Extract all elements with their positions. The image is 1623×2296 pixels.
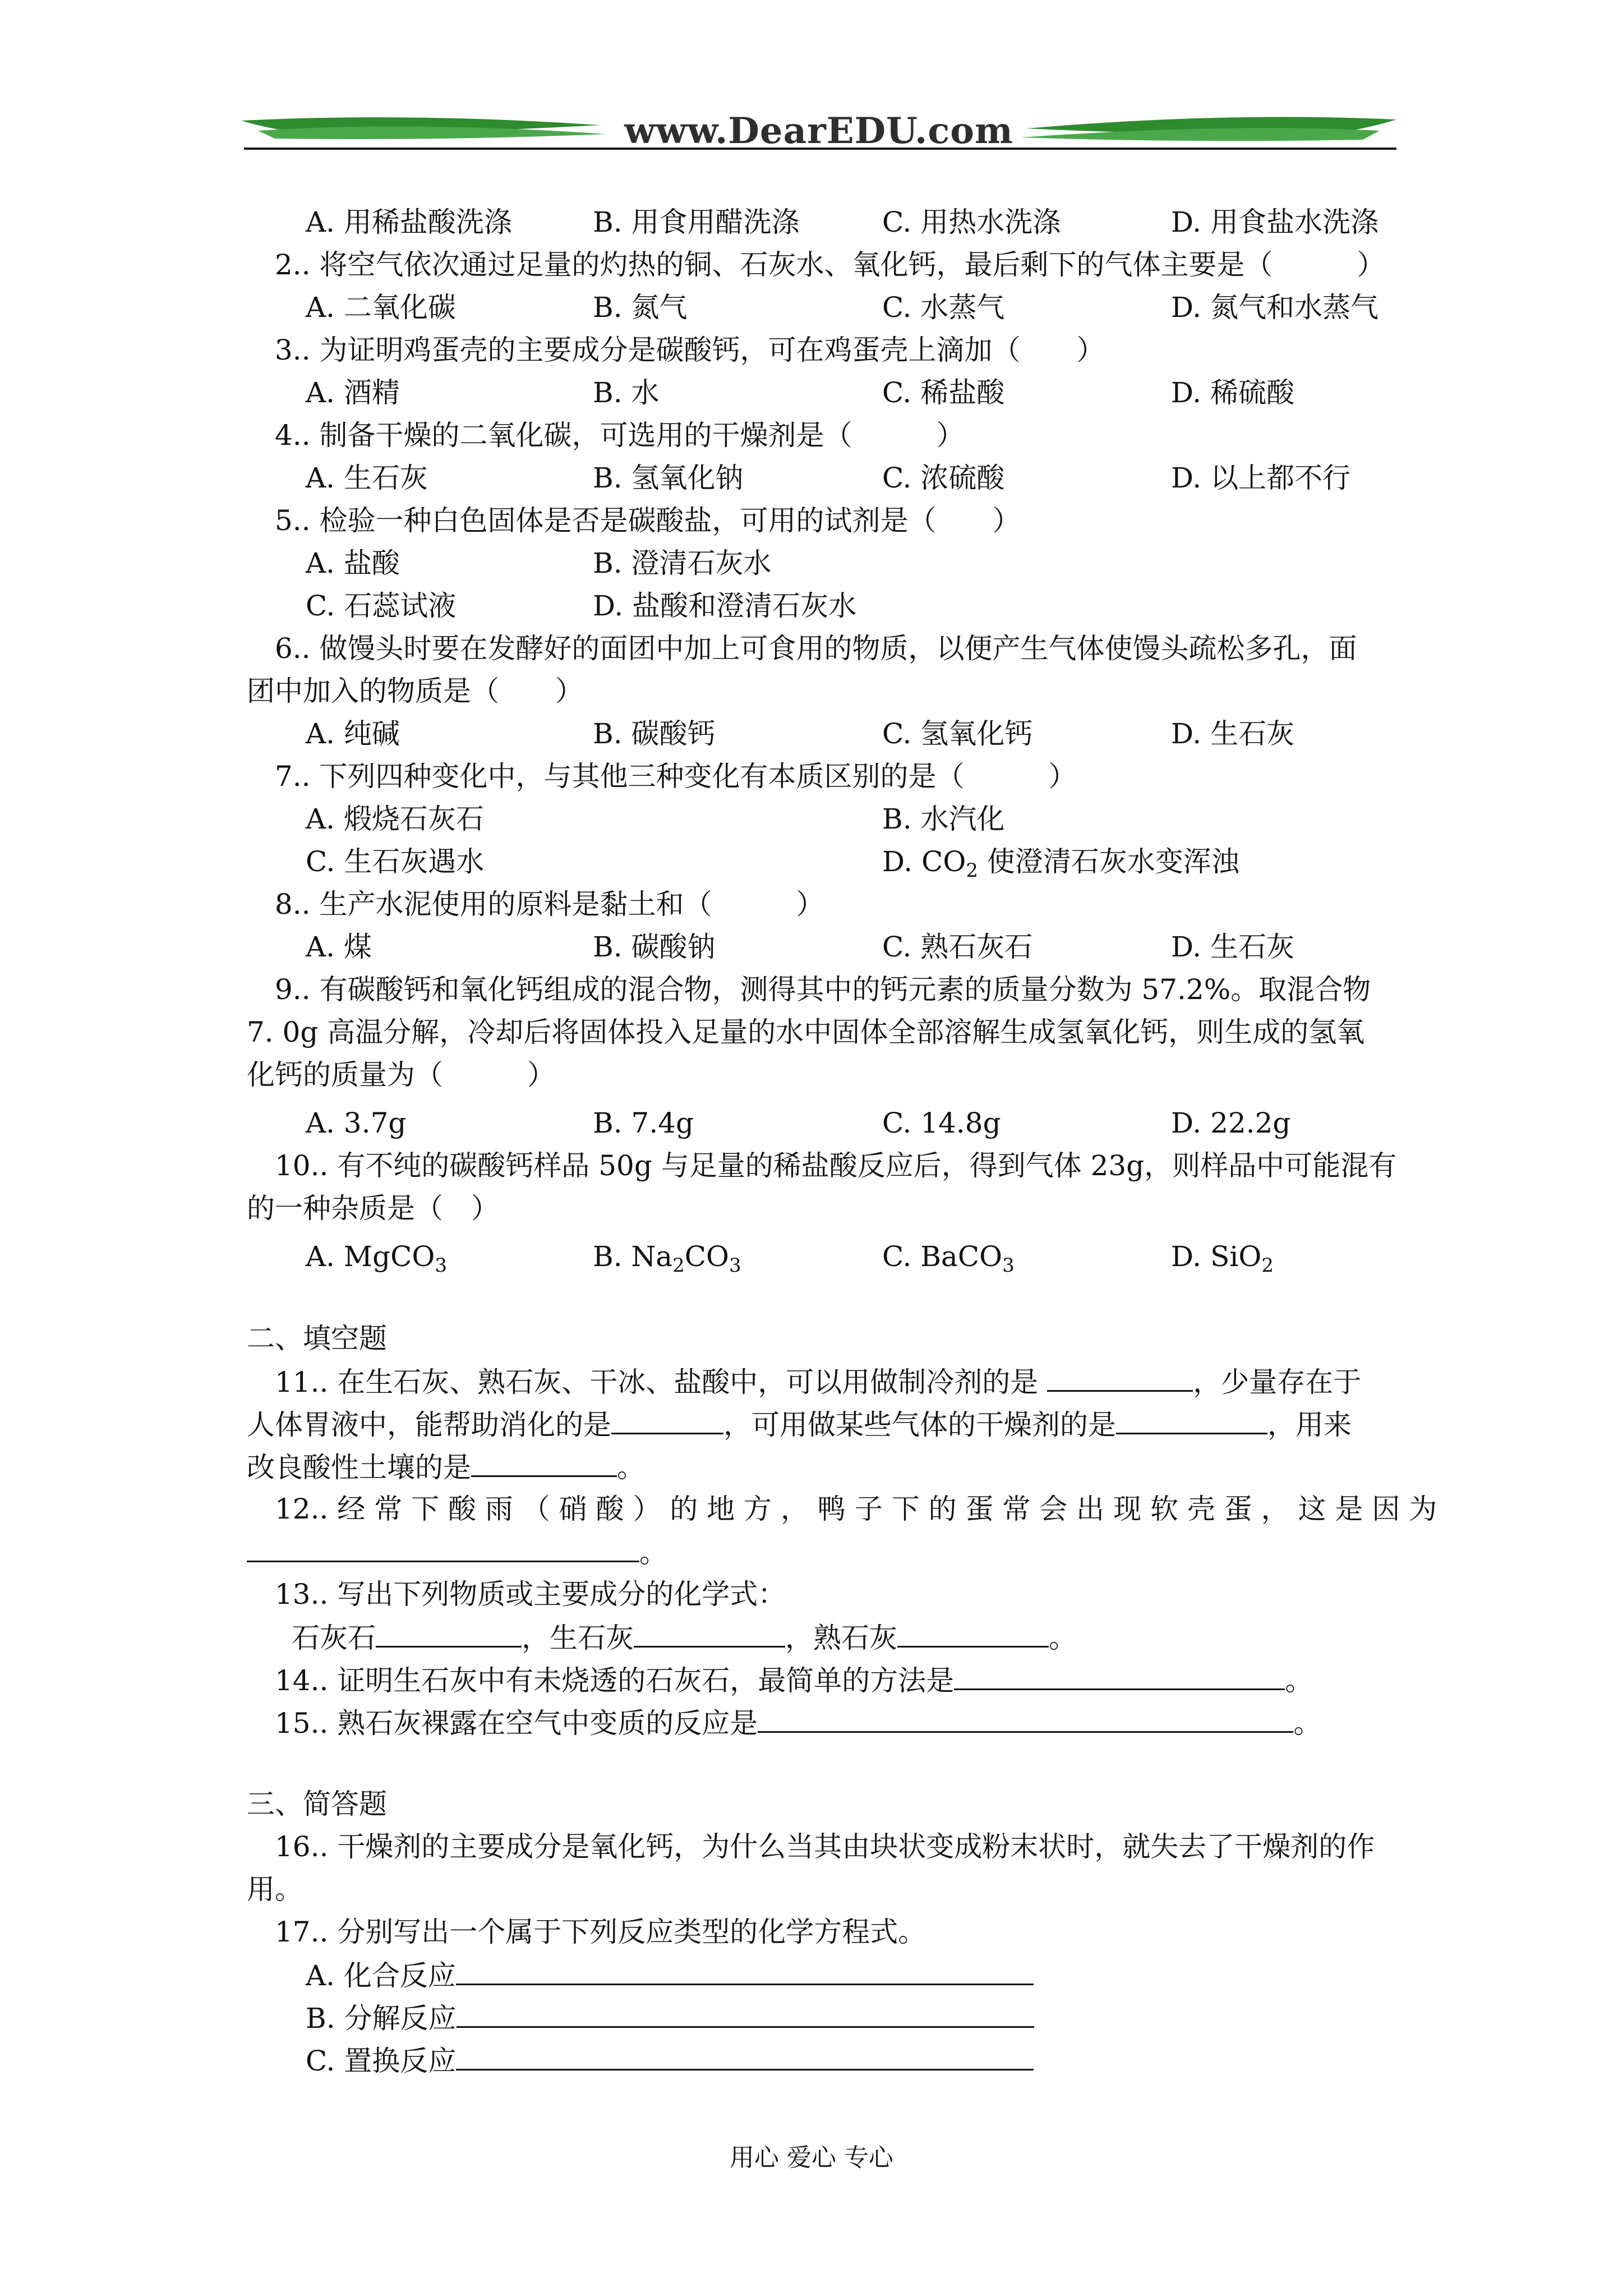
q4-option-d: D. 以上都不行 — [1171, 462, 1351, 494]
q5-stem: 5.. 检验一种白色固体是否是碳酸盐，可用的试剂是（ ） — [275, 504, 1021, 537]
q9-stem-line2: 7. 0g 高温分解，冷却后将固体投入足量的水中固体全部溶解生成氢氧化钙，则生成的氢氧 — [247, 1016, 1365, 1048]
q14-line: 14.. 证明生石灰中有未烧透的石灰石，最简单的方法是 。 — [275, 1658, 1313, 1701]
q16-stem-line2: 用。 — [247, 1873, 303, 1906]
q3-option-c: C. 稀盐酸 — [882, 376, 1005, 409]
q2-option-b: B. 氮气 — [593, 291, 688, 324]
q13-answers: 石灰石 ，生石灰 ，熟石灰 。 — [292, 1616, 1077, 1658]
q9-option-d: D. 22.2g — [1171, 1107, 1291, 1139]
q1-option-d: D. 用食盐水洗涤 — [1171, 206, 1379, 238]
page-footer: 用心 爱心 专心 — [730, 2143, 893, 2172]
header-divider — [244, 148, 1396, 150]
q17-blank-c[interactable] — [456, 2039, 1034, 2070]
q2-stem: 2.. 将空气依次通过足量的灼热的铜、石灰水、氧化钙，最后剩下的气体主要是（ ） — [275, 249, 1385, 281]
q8-stem: 8.. 生产水泥使用的原料是黏土和（ ） — [275, 888, 824, 921]
q10-stem-line1: 10.. 有不纯的碳酸钙样品 50g 与足量的稀盐酸反应后，得到气体 23g，则样品中可能混有 — [275, 1149, 1397, 1182]
section-fill-in-heading: 二、填空题 — [247, 1322, 387, 1355]
q1-option-c: C. 用热水洗涤 — [882, 206, 1061, 238]
q6-stem-line2: 团中加入的物质是（ ） — [247, 675, 583, 707]
q5-option-d: D. 盐酸和澄清石灰水 — [593, 590, 857, 622]
q11-line3: 改良酸性土壤的是 。 — [247, 1445, 645, 1488]
q2-option-d: D. 氮气和水蒸气 — [1171, 291, 1379, 324]
q10-option-a: A. MgCO$_3$ — [306, 1240, 447, 1277]
q17-item-c: C. 置换反应 — [306, 2039, 1034, 2081]
q7-option-a: A. 煅烧石灰石 — [306, 803, 484, 835]
q7-option-c: C. 生石灰遇水 — [306, 845, 485, 878]
q12-blank[interactable] — [247, 1530, 639, 1562]
q5-option-b: B. 澄清石灰水 — [593, 547, 772, 579]
q3-option-d: D. 稀硫酸 — [1171, 376, 1295, 409]
q4-option-c: C. 浓硫酸 — [882, 462, 1005, 494]
q11-line2: 人体胃液中，能帮助消化的是 ，可用做某些气体的干燥剂的是 ，用来 — [247, 1402, 1352, 1445]
q6-option-a: A. 纯碱 — [306, 717, 400, 750]
q11-blank-1[interactable] — [1047, 1360, 1193, 1392]
q17-blank-a[interactable] — [456, 1953, 1034, 1985]
q11-line1: 11.. 在生石灰、熟石灰、干冰、盐酸中，可以用做制冷剂的是 ，少量存在于 — [275, 1360, 1361, 1402]
q17-blank-b[interactable] — [457, 1996, 1034, 2028]
q8-option-b: B. 碳酸钠 — [593, 931, 716, 963]
q10-stem-line2: 的一种杂质是（ ） — [247, 1192, 499, 1225]
q2-option-c: C. 水蒸气 — [882, 291, 1005, 324]
q1-option-a: A. 用稀盐酸洗涤 — [306, 206, 512, 238]
q6-stem-line1: 6.. 做馒头时要在发酵好的面团中加上可食用的物质，以便产生气体使馒头疏松多孔，面 — [275, 632, 1357, 665]
q8-option-d: D. 生石灰 — [1171, 931, 1295, 963]
q17-item-a: A. 化合反应 — [306, 1953, 1034, 1996]
q1-option-b: B. 用食用醋洗涤 — [593, 206, 800, 238]
q10-option-c: C. BaCO$_3$ — [882, 1240, 1015, 1277]
section-short-answer-heading: 三、简答题 — [247, 1788, 387, 1820]
q8-option-c: C. 熟石灰石 — [882, 931, 1033, 963]
q5-option-a: A. 盐酸 — [306, 547, 400, 579]
q3-option-a: A. 酒精 — [306, 376, 400, 409]
q13-stem: 13.. 写出下列物质或主要成分的化学式： — [275, 1578, 786, 1611]
q11-blank-3[interactable] — [1116, 1402, 1267, 1434]
q4-stem: 4.. 制备干燥的二氧化碳，可选用的干燥剂是（ ） — [275, 419, 965, 452]
q9-option-b: B. 7.4g — [593, 1107, 694, 1139]
q4-option-a: A. 生石灰 — [306, 462, 428, 494]
q17-item-b: B. 分解反应 — [306, 1996, 1034, 2039]
q6-option-d: D. 生石灰 — [1171, 717, 1295, 750]
q16-stem-line1: 16.. 干燥剂的主要成分是氧化钙，为什么当其由块状变成粉末状时，就失去了干燥剂的作 — [275, 1830, 1375, 1863]
q7-stem: 7.. 下列四种变化中，与其他三种变化有本质区别的是（ ） — [275, 760, 1077, 793]
q7-option-d: D. $CO_2$ 使澄清石灰水变浑浊 — [882, 845, 1239, 882]
q13-blank-limestone[interactable] — [376, 1616, 522, 1648]
q15-blank[interactable] — [758, 1701, 1293, 1733]
q9-option-a: A. 3.7g — [306, 1107, 407, 1139]
header-site-name: www.DearEDU.com — [624, 110, 1013, 152]
q10-option-d: D. SiO$_2$ — [1171, 1240, 1274, 1277]
q3-option-b: B. 水 — [593, 376, 660, 409]
q9-stem-line1: 9.. 有碳酸钙和氧化钙组成的混合物，测得其中的钙元素的质量分数为 57.2%。取混合物 — [275, 973, 1371, 1006]
q2-option-a: A. 二氧化碳 — [306, 291, 456, 324]
q14-blank[interactable] — [954, 1658, 1285, 1690]
q13-blank-quicklime[interactable] — [634, 1616, 785, 1648]
q9-option-c: C. 14.8g — [882, 1107, 1001, 1139]
q17-stem: 17.. 分别写出一个属于下列反应类型的化学方程式。 — [275, 1916, 926, 1948]
q9-stem-line3: 化钙的质量为（ ） — [247, 1059, 555, 1091]
q15-line: 15.. 熟石灰裸露在空气中变质的反应是 。 — [275, 1701, 1321, 1743]
q12-answer-line: 。 — [247, 1530, 667, 1573]
q10-option-b: B. $Na_2CO_3$ — [593, 1240, 741, 1277]
q5-option-c: C. 石蕊试液 — [306, 590, 457, 622]
q4-option-b: B. 氢氧化钠 — [593, 462, 744, 494]
q11-blank-4[interactable] — [471, 1445, 617, 1477]
q7-option-b: B. 水汽化 — [882, 803, 1005, 835]
q13-blank-slaked-lime[interactable] — [897, 1616, 1049, 1648]
q6-option-c: C. 氢氧化钙 — [882, 717, 1033, 750]
q6-option-b: B. 碳酸钙 — [593, 717, 716, 750]
q12-stem: 12.. 经 常 下 酸 雨 （ 硝 酸 ） 的 地 方 ， 鸭 子 下 的 蛋 常 会 出 现 软 壳 蛋 ， 这 是 因 为 — [275, 1493, 1437, 1525]
q11-blank-2[interactable] — [611, 1402, 723, 1434]
q3-stem: 3.. 为证明鸡蛋壳的主要成分是碳酸钙，可在鸡蛋壳上滴加（ ） — [275, 334, 1105, 366]
q8-option-a: A. 煤 — [306, 931, 372, 963]
